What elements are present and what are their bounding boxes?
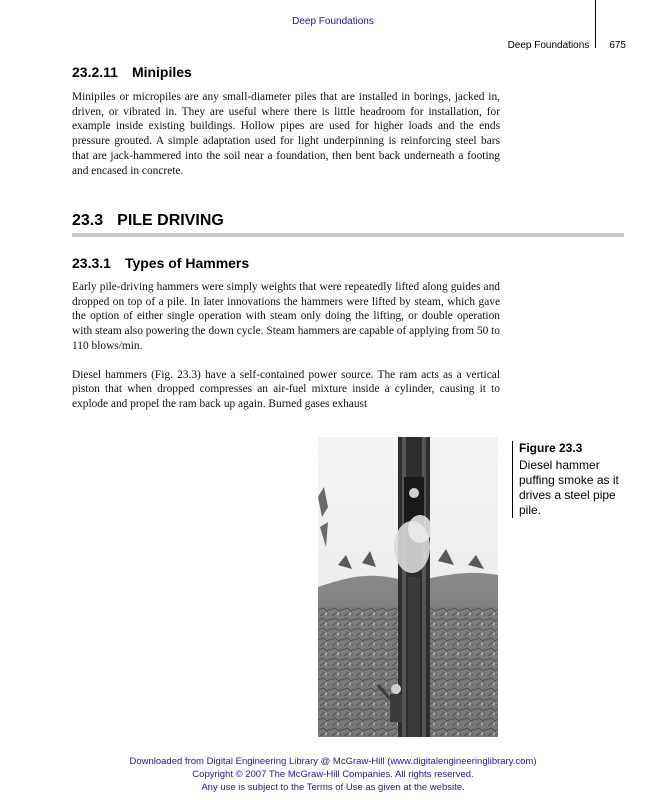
section-minipiles [72, 64, 500, 178]
chapter-section-heading [72, 212, 624, 230]
figure-caption-text: Diesel hammer puffing smoke as it drives a steel pipe pile. [519, 458, 619, 517]
section-title: Minipiles [131, 64, 192, 80]
photo-steel-pipe-pile [408, 577, 420, 737]
footer-copyright: Copyright © 2007 The McGraw-Hill Companies. All rights reserved. [192, 769, 474, 780]
photo-worker [390, 694, 402, 722]
minipiles-paragraph: Minipiles or micropiles are any small-diameter piles that are installed in borings, jacked in, driven, or vibrated in. They are useful where there is little headroom for installation, for example inside existing buildings. Hollow pipes are used for higher loads and the ends pressure grouted. A simple adaptation used for light underpinning is reinforcing steel bars that are jack-hammered into the soil near a foundation, then bent back underneath a footing and encased in concrete. [72, 91, 500, 177]
figure-label: Figure 23.3 [519, 441, 583, 455]
top-library-link[interactable]: Deep Foundations [292, 16, 374, 27]
photo-worker-helmet [391, 684, 401, 694]
hammers-paragraph-1: Early pile-driving hammers were simply weights that were repeatedly lifted along guides and dropped on top of a pile. In later innovations the hammers were lifted by steam, which gave the option of either single operation with steam only doing the lifting, or double operation with steam also powering the down cycle. Steam hammers are capable of applying from 50 to 110 blows/min. [72, 281, 500, 352]
section-types-of-hammers [72, 255, 500, 412]
section-number: 23.3.1 [72, 255, 111, 271]
running-head [508, 40, 626, 51]
photo-hammer-sheave [409, 488, 419, 498]
figure-photo-diesel-hammer [318, 437, 498, 737]
section-heading-minipiles [72, 64, 500, 80]
section-title: PILE DRIVING [117, 212, 224, 229]
footer-notice [0, 755, 666, 794]
section-title: Types of Hammers [124, 255, 250, 271]
photo-smoke [408, 515, 432, 543]
running-head-title: Deep Foundations [507, 40, 590, 51]
section-number: 23.3 [72, 212, 104, 229]
hammers-paragraph-2: Diesel hammers (Fig. 23.3) have a self-contained power source. The ram acts as a vertical piston that when dropped compresses an air-fuel mixture inside a cylinder, causing it to explode and propel the ram back up again. Burned gases exhaust [72, 368, 500, 410]
section-rule [72, 233, 624, 237]
footer-terms[interactable]: Any use is subject to the Terms of Use as given at the website. [201, 782, 465, 793]
footer-download-link[interactable]: Downloaded from Digital Engineering Library @ McGraw-Hill (www.digitalengineeringlibrary.com) [129, 756, 537, 767]
section-number: 23.2.11 [72, 64, 118, 80]
figure-caption [512, 441, 633, 518]
section-heading-hammers [72, 255, 500, 271]
page-number: 675 [609, 40, 626, 51]
